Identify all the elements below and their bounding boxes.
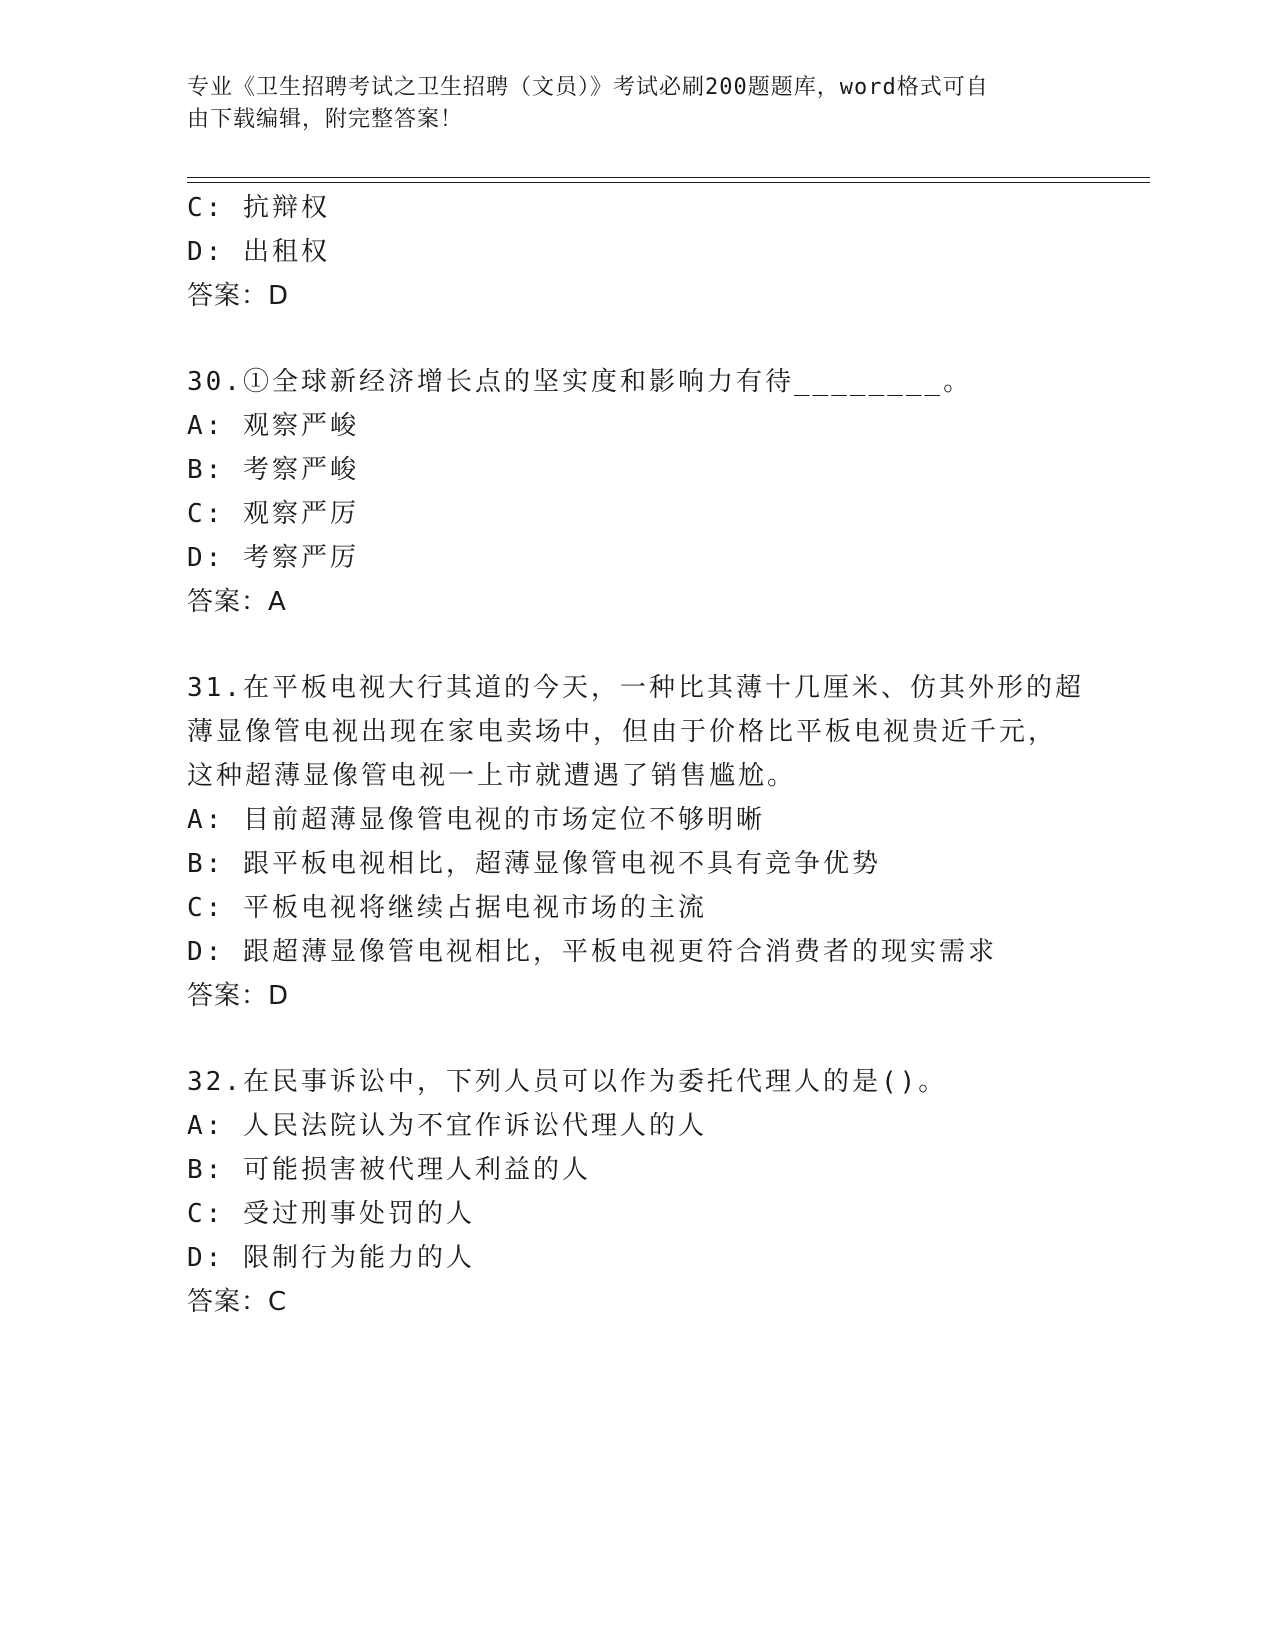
header-line-2: 由下载编辑，附完整答案！ xyxy=(187,107,464,132)
header-line-1: 专业《卫生招聘考试之卫生招聘（文员）》考试必刷200题题库，word格式可自 xyxy=(187,75,989,100)
option-a: A: 人民法院认为不宜作诉讼代理人的人 xyxy=(187,1111,707,1141)
document-header xyxy=(187,72,1077,136)
question-stem: 31.在平板电视大行其道的今天，一种比其薄十几厘米、仿其外形的超 xyxy=(187,673,1084,703)
header-divider-top xyxy=(187,177,1150,178)
header-divider-bottom xyxy=(187,182,1150,183)
question-stem-continued: 这种超薄显像管电视一上市就遭遇了销售尴尬。 xyxy=(187,761,797,791)
option-d: D: 跟超薄显像管电视相比，平板电视更符合消费者的现实需求 xyxy=(187,937,997,967)
option-b: B: 可能损害被代理人利益的人 xyxy=(187,1155,591,1185)
option-c: C: 观察严厉 xyxy=(187,499,359,529)
option-c: C: 抗辩权 xyxy=(187,193,330,223)
option-a: A: 目前超薄显像管电视的市场定位不够明晰 xyxy=(187,805,765,835)
answer-line: 答案：A xyxy=(187,587,287,617)
option-b: B: 考察严峻 xyxy=(187,455,359,485)
option-d: D: 考察严厉 xyxy=(187,543,359,573)
answer-line: 答案：C xyxy=(187,1287,288,1317)
answer-line: 答案：D xyxy=(187,981,290,1011)
option-d: D: 限制行为能力的人 xyxy=(187,1243,475,1273)
option-a: A: 观察严峻 xyxy=(187,411,359,441)
option-c: C: 平板电视将继续占据电视市场的主流 xyxy=(187,893,707,923)
option-b: B: 跟平板电视相比，超薄显像管电视不具有竞争优势 xyxy=(187,849,881,879)
question-stem: 32.在民事诉讼中，下列人员可以作为委托代理人的是()。 xyxy=(187,1067,948,1097)
option-d: D: 出租权 xyxy=(187,237,330,267)
option-c: C: 受过刑事处罚的人 xyxy=(187,1199,475,1229)
answer-line: 答案：D xyxy=(187,281,290,311)
question-stem: 30.①全球新经济增长点的坚实度和影响力有待________。 xyxy=(187,367,973,397)
question-stem-continued: 薄显像管电视出现在家电卖场中，但由于价格比平板电视贵近千元， xyxy=(187,717,1058,747)
